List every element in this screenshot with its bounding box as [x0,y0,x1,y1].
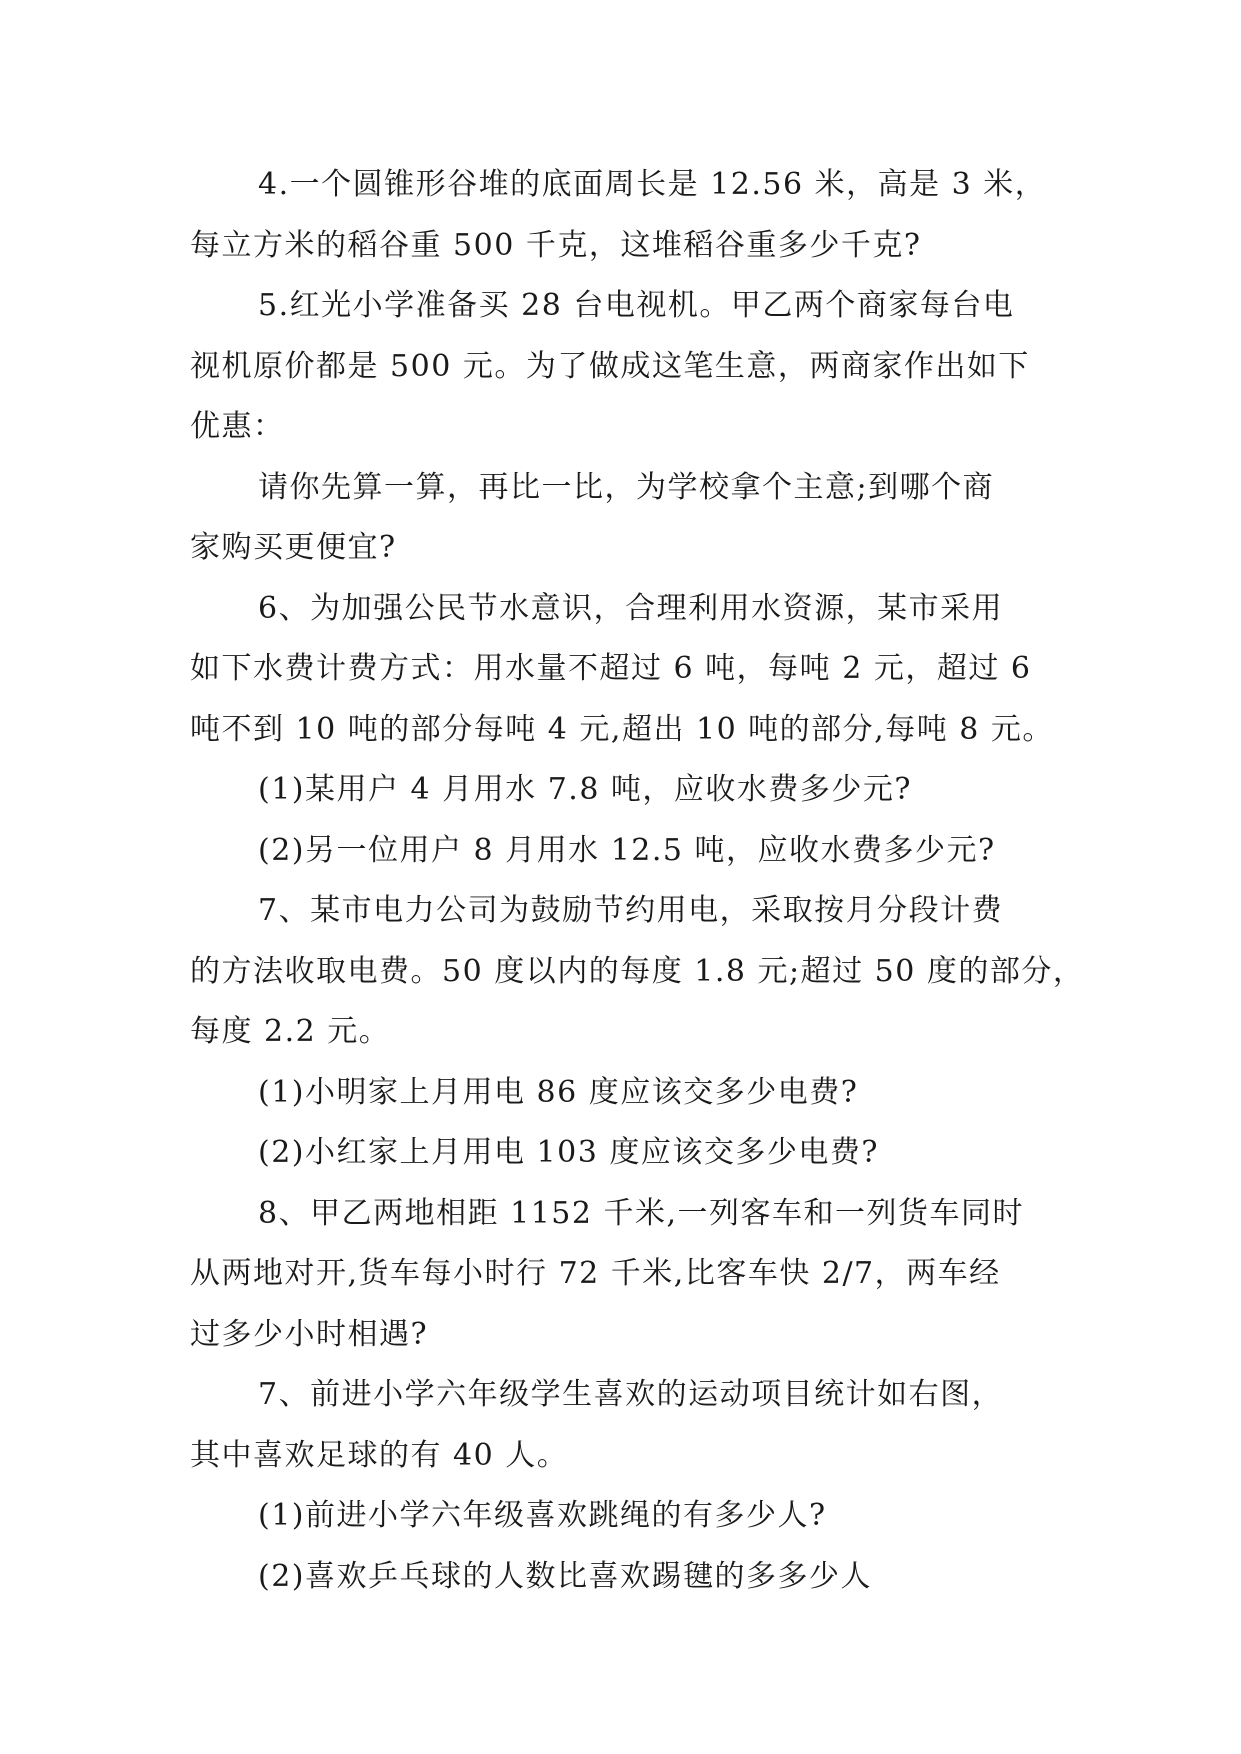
q6-line-2: 如下水费计费方式：用水量不超过 6 吨，每吨 2 元，超过 6 [190,651,1032,686]
q8-line-2: 从两地对开,货车每小时行 72 千米,比客车快 2/7，两车经 [190,1256,1001,1291]
q6-sub-2: (2)另一位用户 8 月用水 12.5 吨，应收水费多少元? [258,832,996,868]
q7a-line-1: 7、某市电力公司为鼓励节约用电，采取按月分段计费 [258,893,1004,928]
q7a-line-3: 每度 2.2 元。 [190,1014,391,1049]
q7b-sub-2: (2)喜欢乒乓球的人数比喜欢踢毽的多多少人 [258,1558,872,1594]
q5-line-4: 请你先算一算，再比一比，为学校拿个主意;到哪个商 [258,469,995,505]
q8-line-3: 过多少小时相遇? [190,1316,429,1352]
q7b-line-1: 7、前进小学六年级学生喜欢的运动项目统计如右图， [258,1377,1004,1412]
q8-line-1: 8、甲乙两地相距 1152 千米,一列客车和一列货车同时 [258,1195,1025,1231]
q6-line-3: 吨不到 10 吨的部分每吨 4 元,超出 10 吨的部分,每吨 8 元。 [190,711,1054,747]
q6-line-1: 6、为加强公民节水意识，合理利用水资源，某市采用 [258,590,1004,626]
q6-sub-1: (1)某用户 4 月用水 7.8 吨，应收水费多少元? [258,772,913,807]
q5-line-2: 视机原价都是 500 元。为了做成这笔生意，两商家作出如下 [190,348,1030,384]
q5-line-5: 家购买更便宜? [190,530,397,565]
document-body [190,155,1085,1607]
q7a-sub-1: (1)小明家上月用电 86 度应该交多少电费? [258,1074,859,1110]
q7a-sub-2: (2)小红家上月用电 103 度应该交多少电费? [258,1135,879,1170]
q7a-line-2: 的方法收取电费。50 度以内的每度 1.8 元;超过 50 度的部分， [190,953,1085,989]
q7b-line-2: 其中喜欢足球的有 40 人。 [190,1437,569,1473]
q5-line-3: 优惠： [190,409,285,444]
q4-line-1: 4.一个圆锥形谷堆的底面周长是 12.56 米，高是 3 米， [258,167,1047,202]
q5-line-1: 5.红光小学准备买 28 台电视机。甲乙两个商家每台电 [258,288,1015,323]
q7b-sub-1: (1)前进小学六年级喜欢跳绳的有多少人? [258,1498,827,1533]
q4-line-2: 每立方米的稻谷重 500 千克，这堆稻谷重多少千克? [190,227,922,263]
